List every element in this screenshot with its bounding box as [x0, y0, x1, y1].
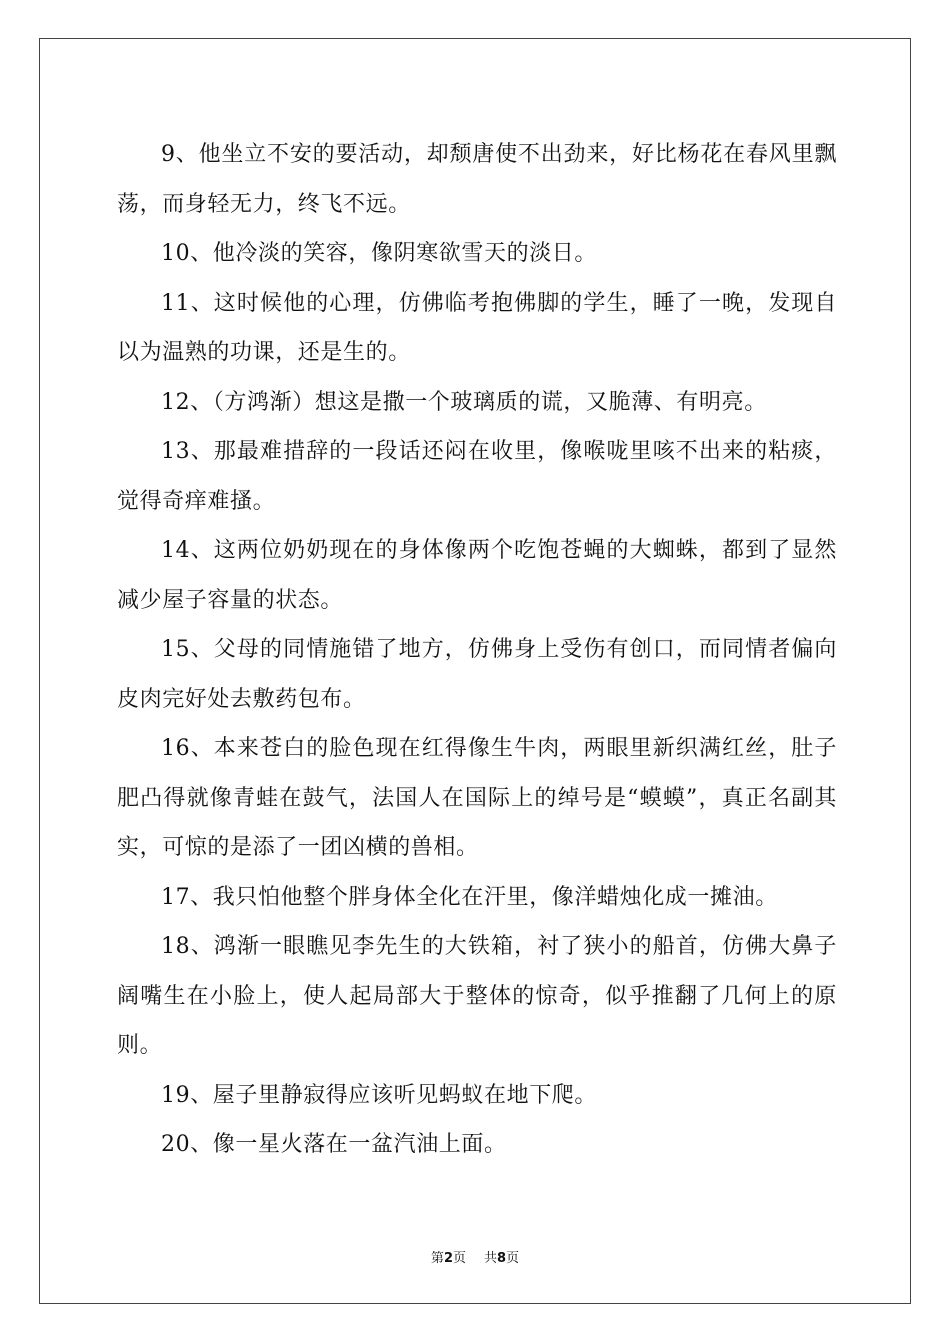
paragraph-9: 9、他坐立不安的要活动，却颓唐使不出劲来，好比杨花在春风里飘荡，而身轻无力，终飞不远。 [117, 142, 837, 217]
paragraph-14: 14、这两位奶奶现在的身体像两个吃饱苍蝇的大蜘蛛，都到了显然减少屋子容量的状态。 [117, 538, 837, 613]
page-number-prefix: 第 [430, 1251, 444, 1266]
total-pages-count: 8 [497, 1251, 507, 1266]
page-footer [0, 1247, 950, 1266]
paragraph-13: 13、那最难措辞的一段话还闷在收里，像喉咙里咳不出来的粘痰，觉得奇痒难搔。 [117, 439, 837, 514]
paragraph-17: 17、我只怕他整个胖身体全化在汗里，像洋蜡烛化成一摊油。 [161, 884, 778, 910]
page-number-current: 2 [443, 1251, 453, 1266]
paragraph-15: 15、父母的同情施错了地方，仿佛身上受伤有创口，而同情者偏向皮肉完好处去敷药包布。 [117, 637, 837, 712]
total-pages-prefix: 共 [484, 1251, 498, 1266]
document-body [117, 130, 837, 1170]
paragraph-12: 12、（方鸿渐）想这是撒一个玻璃质的谎，又脆薄、有明亮。 [161, 389, 767, 415]
paragraph-16: 16、本来苍白的脸色现在红得像生牛肉，两眼里新织满红丝，肚子肥凸得就像青蛙在鼓气，法国人在国际上的绰号是“蟆蟆”，真正名副其实，可惊的是添了一团凶横的兽相。 [117, 736, 837, 860]
total-pages-suffix: 页 [506, 1251, 520, 1266]
paragraph-20: 20、像一星火落在一盆汽油上面。 [161, 1132, 507, 1157]
paragraph-11: 11、这时候他的心理，仿佛临考抱佛脚的学生，睡了一晚，发现自以为温熟的功课，还是生的。 [117, 290, 837, 365]
paragraph-18: 18、鸿渐一眼瞧见李先生的大铁箱，衬了狭小的船首，仿佛大鼻子阔嘴生在小脸上，使人起局部大于整体的惊奇，似乎推翻了几何上的原则。 [117, 934, 837, 1058]
paragraph-19: 19、屋子里静寂得应该听见蚂蚁在地下爬。 [161, 1082, 597, 1108]
paragraph-10: 10、他冷淡的笑容，像阴寒欲雪天的淡日。 [161, 241, 597, 266]
page-number-suffix: 页 [452, 1251, 466, 1266]
